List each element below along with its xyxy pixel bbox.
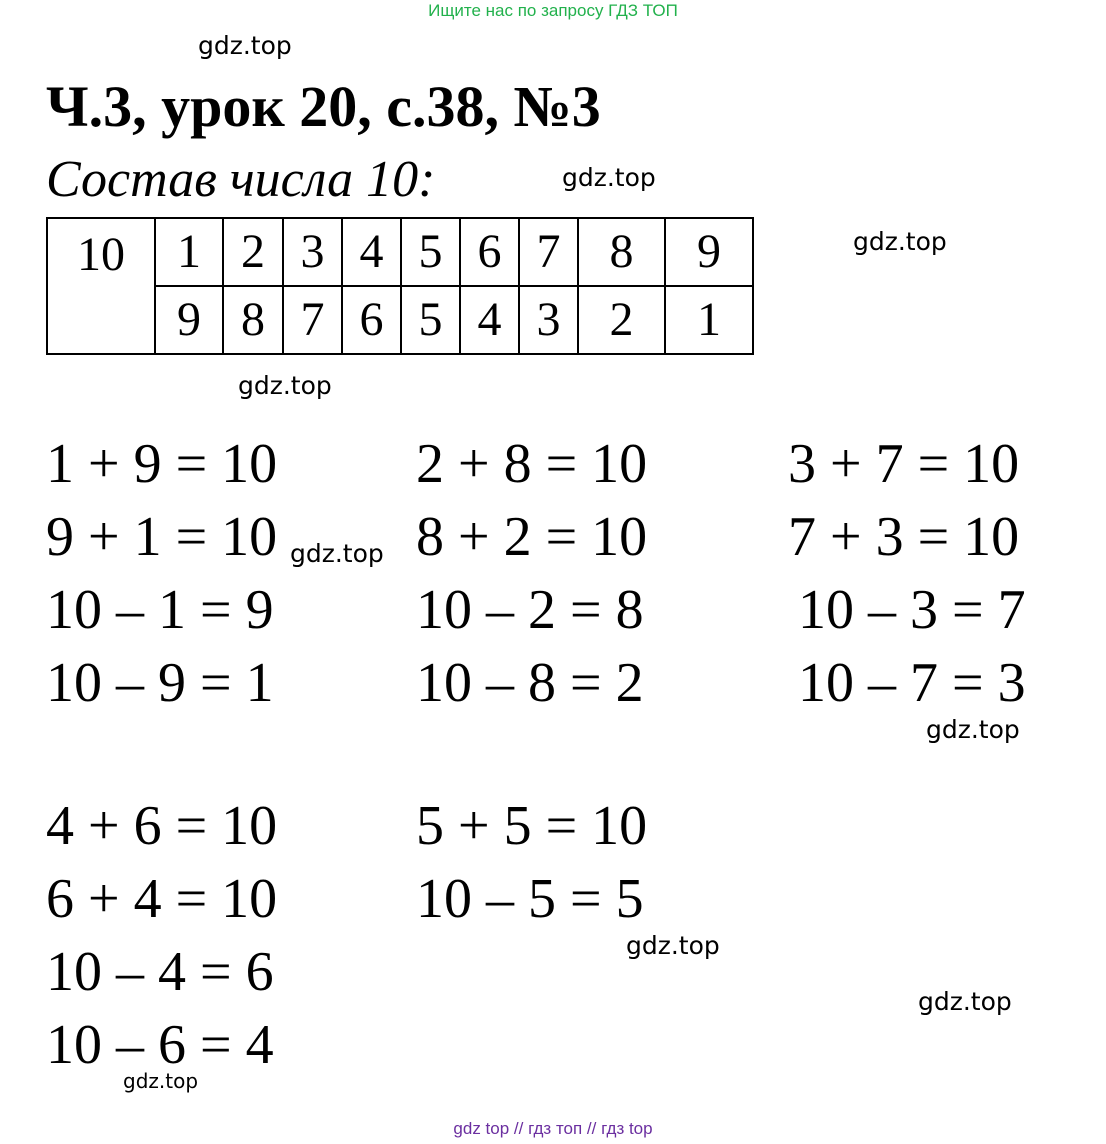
equation: 2 + 8 = 10	[416, 433, 648, 495]
equation: 10 – 7 = 3	[798, 652, 1026, 714]
equation: 10 – 6 = 4	[46, 1014, 274, 1076]
equation: 10 – 2 = 8	[416, 579, 644, 641]
equation: 7 + 3 = 10	[788, 506, 1020, 568]
page-title: Ч.3, урок 20, с.38, №3	[46, 74, 601, 139]
equation: 10 – 8 = 2	[416, 652, 644, 714]
table-cell: 7	[519, 218, 578, 286]
table-cell: 1	[665, 286, 753, 354]
equation: 10 – 1 = 9	[46, 579, 274, 641]
watermark: gdz.top	[853, 227, 947, 256]
table-cell: 8	[223, 286, 283, 354]
equation: 8 + 2 = 10	[416, 506, 648, 568]
table-cell: 1	[155, 218, 223, 286]
equation: 3 + 7 = 10	[788, 433, 1020, 495]
watermark: gdz.top	[926, 715, 1020, 744]
subtitle: Состав числа 10:	[46, 151, 436, 208]
table-cell: 8	[578, 218, 665, 286]
table-cell: 4	[460, 286, 519, 354]
search-banner: Ищите нас по запросу ГДЗ ТОП	[428, 1, 678, 20]
watermark: gdz.top	[198, 31, 292, 60]
watermark: gdz.top	[918, 987, 1012, 1016]
watermark: gdz.top	[562, 163, 656, 192]
watermark: gdz.top	[238, 371, 332, 400]
table-cell: 5	[401, 218, 460, 286]
table-cell: 9	[665, 218, 753, 286]
table-cell: 5	[401, 286, 460, 354]
equation: 6 + 4 = 10	[46, 868, 278, 930]
table-cell: 6	[342, 286, 401, 354]
table-cell: 3	[283, 218, 342, 286]
footer-links: gdz top // гдз топ // гдз top	[453, 1119, 653, 1138]
number-composition-table	[46, 217, 754, 355]
table-cell: 3	[519, 286, 578, 354]
equation: 1 + 9 = 10	[46, 433, 278, 495]
table-cell: 2	[223, 218, 283, 286]
table-cell: 6	[460, 218, 519, 286]
equation: 9 + 1 = 10	[46, 506, 278, 568]
watermark: gdz.top	[290, 539, 384, 568]
table-cell: 2	[578, 286, 665, 354]
table-cell: 4	[342, 218, 401, 286]
equation: 10 – 9 = 1	[46, 652, 274, 714]
table-cell: 9	[155, 286, 223, 354]
equation: 4 + 6 = 10	[46, 795, 278, 857]
equation: 10 – 5 = 5	[416, 868, 644, 930]
total-cell: 10	[47, 218, 155, 354]
table-row	[47, 218, 753, 286]
equation: 10 – 3 = 7	[798, 579, 1026, 641]
equation: 5 + 5 = 10	[416, 795, 648, 857]
watermark: gdz.top	[123, 1069, 199, 1093]
watermark: gdz.top	[626, 931, 720, 960]
table-cell: 7	[283, 286, 342, 354]
equation: 10 – 4 = 6	[46, 941, 274, 1003]
